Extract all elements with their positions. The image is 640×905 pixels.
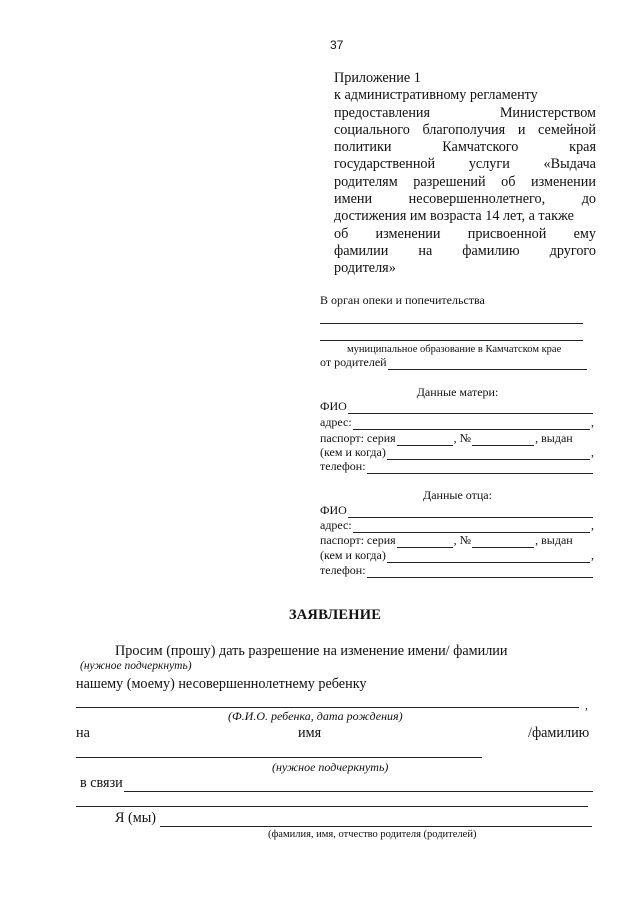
father-phone-field[interactable] bbox=[367, 566, 593, 578]
appendix-line: к административному регламенту bbox=[334, 87, 538, 104]
appendix-word: несовершеннолетнего, bbox=[408, 191, 546, 208]
mother-fio-field[interactable] bbox=[348, 402, 593, 414]
father-phone-label: телефон: bbox=[320, 563, 366, 577]
authority-line-2[interactable] bbox=[320, 340, 583, 341]
reason-row bbox=[80, 775, 594, 792]
appendix-line bbox=[334, 191, 596, 208]
appendix-header bbox=[334, 70, 596, 278]
page-number: 37 bbox=[330, 38, 344, 52]
request-text: Просим (прошу) дать разрешение на изменение имени/ фамилии bbox=[115, 643, 508, 659]
mother-phone-field[interactable] bbox=[367, 462, 593, 474]
appendix-word: присвоенной bbox=[467, 225, 547, 242]
appendix-word: на bbox=[418, 242, 433, 259]
reason-field-2[interactable] bbox=[76, 806, 588, 807]
mother-address-label: адрес: bbox=[320, 415, 352, 429]
appendix-line: родителя» bbox=[334, 260, 396, 277]
father-address-label: адрес: bbox=[320, 518, 352, 532]
parents-name-field[interactable] bbox=[160, 813, 592, 827]
father-issued-comma: , bbox=[591, 548, 594, 562]
mother-fio-row bbox=[320, 399, 594, 414]
mother-address-row bbox=[320, 415, 594, 430]
mother-issued-comma: , bbox=[591, 445, 594, 459]
appendix-line bbox=[334, 122, 596, 139]
appendix-word: Камчатского bbox=[442, 139, 519, 156]
appendix-word: фамилию bbox=[462, 242, 520, 259]
appendix-word: государственной bbox=[334, 156, 436, 173]
mother-issued-row bbox=[320, 445, 594, 460]
appendix-word: ему bbox=[573, 225, 596, 242]
father-fio-label: ФИО bbox=[320, 503, 347, 517]
on-label: на bbox=[76, 725, 90, 741]
appendix-line bbox=[334, 174, 596, 191]
appendix-word: имени bbox=[334, 191, 373, 208]
in-connection-label: в связи bbox=[80, 775, 123, 791]
appendix-line bbox=[334, 105, 596, 122]
to-authority-label: В орган опеки и попечительства bbox=[320, 293, 485, 307]
appendix-word: фамилии bbox=[334, 242, 389, 259]
appendix-line: достижения им возраста 14 лет, а также bbox=[334, 208, 574, 225]
appendix-word: социального bbox=[334, 121, 410, 138]
father-passport-number-field[interactable] bbox=[472, 536, 534, 548]
father-by-whom-label: (кем и когда) bbox=[320, 548, 386, 562]
father-passport-row bbox=[320, 533, 594, 548]
to-child-text: нашему (моему) несовершеннолетнему ребенку bbox=[76, 676, 367, 692]
father-address-row bbox=[320, 518, 594, 533]
father-fio-field[interactable] bbox=[348, 506, 593, 518]
child-info-comma: , bbox=[585, 698, 588, 712]
mother-phone-row bbox=[320, 459, 594, 474]
surname-option[interactable]: /фамилию bbox=[528, 725, 590, 741]
mother-number-sign: , № bbox=[453, 431, 472, 445]
appendix-word: и bbox=[517, 121, 526, 138]
father-passport-label: паспорт: серия bbox=[320, 533, 396, 547]
appendix-word: другого bbox=[549, 242, 596, 259]
mother-address-field[interactable] bbox=[353, 418, 590, 430]
we-row bbox=[115, 810, 593, 827]
appendix-word: изменении bbox=[375, 225, 441, 242]
father-issued-row bbox=[320, 548, 594, 563]
appendix-word: политики bbox=[334, 139, 392, 156]
appendix-line bbox=[334, 139, 596, 156]
appendix-line: Приложение 1 bbox=[334, 70, 421, 86]
father-phone-row bbox=[320, 563, 594, 578]
underline-note-1: (нужное подчеркнуть) bbox=[80, 660, 192, 672]
appendix-word: до bbox=[581, 191, 596, 208]
statement-title: ЗАЯВЛЕНИЕ bbox=[288, 607, 382, 623]
appendix-word: края bbox=[569, 139, 596, 156]
appendix-word: услуги bbox=[468, 156, 510, 173]
mother-address-comma: , bbox=[591, 415, 594, 429]
child-info-field[interactable] bbox=[76, 707, 579, 708]
appendix-word: разрешений bbox=[413, 173, 486, 190]
from-parents-label: от родителей bbox=[320, 355, 387, 369]
appendix-word: «Выдача bbox=[543, 156, 596, 173]
appendix-word: предоставления bbox=[334, 104, 431, 121]
parents-note: (фамилия, имя, отчество родителя (родителей) bbox=[268, 829, 477, 840]
mother-by-whom-label: (кем и когда) bbox=[320, 445, 386, 459]
appendix-word: изменении bbox=[531, 173, 596, 190]
appendix-word: благополучия bbox=[422, 121, 506, 138]
appendix-line bbox=[334, 226, 596, 243]
mother-phone-label: телефон: bbox=[320, 459, 366, 473]
from-parents-row bbox=[320, 355, 588, 370]
mother-passport-row bbox=[320, 431, 594, 446]
father-heading: Данные отца: bbox=[423, 488, 492, 502]
appendix-word: об bbox=[501, 173, 516, 190]
child-info-note: (Ф.И.О. ребенка, дата рождения) bbox=[228, 709, 403, 723]
mother-issued-label: , выдан bbox=[535, 431, 573, 445]
we-label: Я (мы) bbox=[115, 810, 156, 826]
underline-note-2: (нужное подчеркнуть) bbox=[272, 760, 389, 774]
father-address-field[interactable] bbox=[353, 521, 590, 533]
appendix-line bbox=[334, 243, 596, 260]
appendix-word: семейной bbox=[538, 121, 596, 138]
father-issued-label: , выдан bbox=[535, 533, 573, 547]
name-option[interactable]: имя bbox=[298, 725, 322, 741]
father-issued-field[interactable] bbox=[387, 551, 590, 563]
appendix-word: Министерством bbox=[499, 104, 596, 121]
new-name-field[interactable] bbox=[76, 757, 482, 758]
appendix-word: родителям bbox=[334, 173, 398, 190]
mother-heading: Данные матери: bbox=[416, 385, 499, 399]
father-passport-series-field[interactable] bbox=[397, 536, 453, 548]
from-parents-field[interactable] bbox=[388, 358, 587, 370]
father-fio-row bbox=[320, 503, 594, 518]
father-address-comma: , bbox=[591, 518, 594, 532]
appendix-word: об bbox=[334, 225, 349, 242]
appendix-line bbox=[334, 156, 596, 173]
municipality-note: муниципальное образование в Камчатском крае bbox=[347, 344, 562, 355]
father-number-sign: , № bbox=[453, 533, 472, 547]
authority-line-1[interactable] bbox=[320, 323, 583, 324]
reason-field[interactable] bbox=[124, 778, 593, 792]
mother-passport-label: паспорт: серия bbox=[320, 431, 396, 445]
mother-fio-label: ФИО bbox=[320, 399, 347, 413]
